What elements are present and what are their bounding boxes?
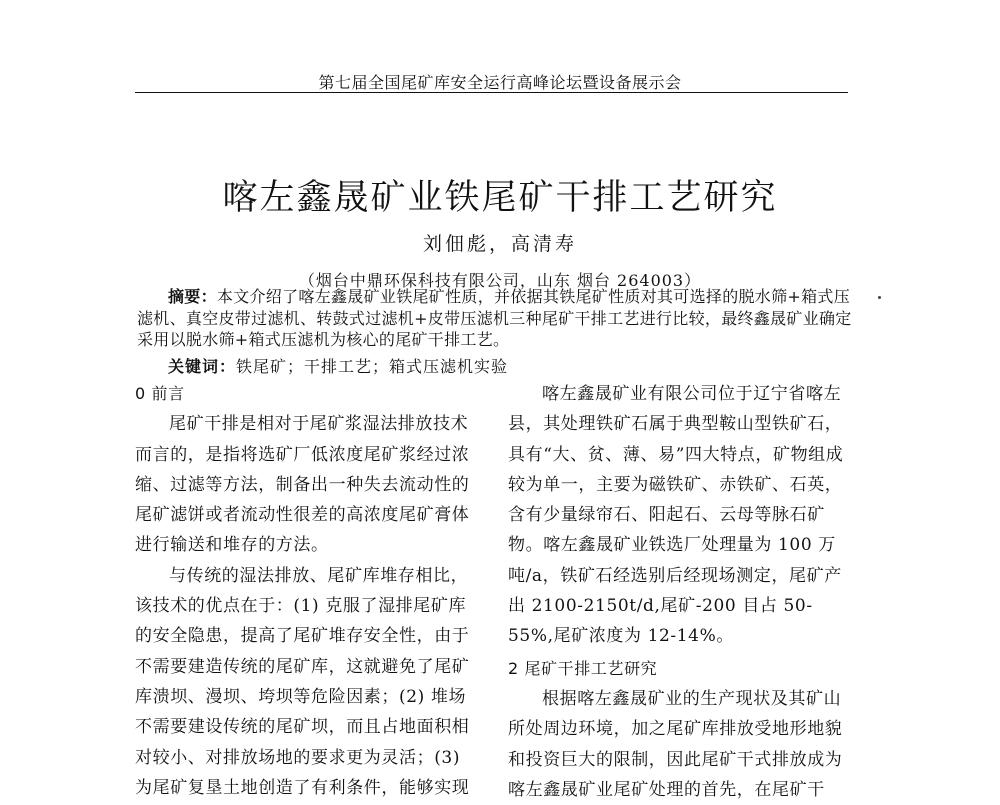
keywords-text: 铁尾矿；干排工艺；箱式压滤机实验 bbox=[236, 357, 509, 376]
dry-stacking-paragraph: 根据喀左鑫晟矿业的生产现状及其矿山所处周边环境，加之尾矿库排放受地形地貌和投资巨大的限制，因此尾矿干式排放成为喀左鑫晟矿业尾矿处理的首先，在尾矿干 bbox=[508, 688, 843, 800]
paper-title: 喀左鑫晟矿业铁尾矿干排工艺研究 bbox=[222, 178, 778, 218]
left-column bbox=[135, 379, 472, 803]
header-rule bbox=[135, 92, 848, 93]
keywords-label: 关键词： bbox=[168, 357, 237, 376]
intro-paragraph-2: 与传统的湿法排放、尾矿库堆存相比，该技术的优点在于：(1) 克服了湿排尾矿库的安全隐患，提高了尾矿堆存安全性，由于不需要建造传统的尾矿库，这就避免了尾矿库溃坝、漫坝、垮坝等危险因素；(2) 堆场不需要建设传统的尾矿坝，而且占地面积相对较小、对排放场地的要求更为灵活；(3) 为尾矿复垦土地创造了有利条件，能够实现 bbox=[135, 565, 470, 798]
affiliation: （烟台中鼎环保科技有限公司，山东 烟台 264003） bbox=[298, 271, 702, 290]
running-header: 第七届全国尾矿库安全运行高峰论坛暨设备展示会 bbox=[318, 73, 682, 92]
scan-speck bbox=[878, 296, 881, 299]
abstract-label: 摘要： bbox=[168, 287, 217, 306]
right-column bbox=[508, 379, 848, 805]
keywords bbox=[168, 354, 508, 377]
section-heading-intro: 0 前言 bbox=[135, 384, 185, 403]
section-heading-dry-stacking: 2 尾矿干排工艺研究 bbox=[508, 658, 658, 678]
abstract bbox=[137, 286, 852, 351]
intro-paragraph-1: 尾矿干排是相对于尾矿浆湿法排放技术而言的，是指将选矿厂低浓度尾矿浆经过浓缩、过滤等方法，制备出一种失去流动性的尾矿滤饼或者流动性很差的高浓度尾矿膏体进行输送和堆存的方法。 bbox=[135, 414, 470, 556]
abstract-text: 本文介绍了喀左鑫晟矿业铁尾矿性质，并依据其铁尾矿性质对其可选择的脱水筛+箱式压滤机、真空皮带过滤机、转鼓式过滤机+皮带压滤机三种尾矿干排工艺进行比较，最终鑫晟矿业确定采用以脱水筛+箱式压滤机为核心的尾矿干排工艺。 bbox=[137, 287, 852, 349]
authors: 刘佃彪，高清寿 bbox=[422, 233, 577, 255]
mine-overview-paragraph: 喀左鑫晟矿业有限公司位于辽宁省喀左县，其处理铁矿石属于典型鞍山型铁矿石，具有“大、贫、薄、易”四大特点，矿物组成较为单一，主要为磁铁矿、赤铁矿、石英，含有少量绿帘石、阳起石、云母等脉石矿物。喀左鑫晟矿业铁选厂处理量为 100 万吨/a，铁矿石经选别后经现场测定，尾矿产出 2100-2150t/d,尾矿-200 目占 50-55%,尾矿浓度为 12-14%。 bbox=[508, 384, 844, 647]
